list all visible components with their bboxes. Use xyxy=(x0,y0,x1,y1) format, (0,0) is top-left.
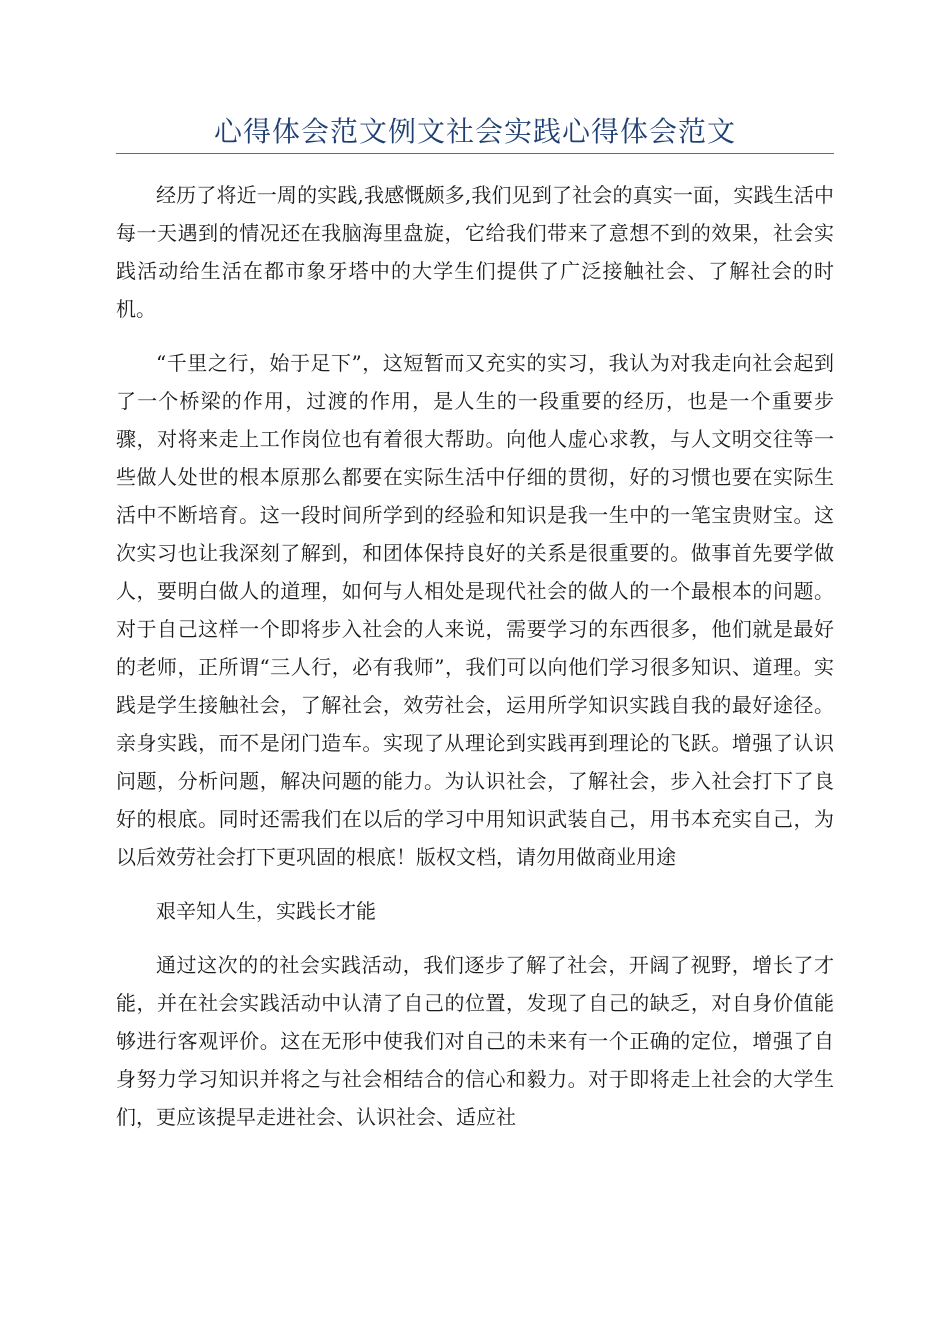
document-body xyxy=(116,176,834,1136)
paragraph-3-subheading: 艰辛知人生，实践长才能 xyxy=(156,899,376,923)
paragraph-1: 经历了将近一周的实践,我感慨颇多,我们见到了社会的真实一面，实践生活中每一天遇到的情况还在我脑海里盘旋，它给我们带来了意想不到的效果，社会实践活动给生活在都市象牙塔中的大学生们提供了广泛接触社会、了解社会的时机。 xyxy=(116,183,834,321)
document-title: 心得体会范文例文社会实践心得体会范文 xyxy=(213,115,736,148)
paragraph-2: “千里之行，始于足下”，这短暂而又充实的实习，我认为对我走向社会起到了一个桥梁的作用，过渡的作用，是人生的一段重要的经历，也是一个重要步骤，对将来走上工作岗位也有着很大帮助。向他人虚心求教，与人文明交往等一些做人处世的根本原那么都要在实际生活中仔细的贯彻，好的习惯也要在实际生活中不断培育。这一段时间所学到的经验和知识是我一生中的一笔宝贵财宝。这次实习也让我深刻了解到，和团体保持良好的关系是很重要的。做事首先要学做人，要明白做人的道理，如何与人相处是现代社会的做人的一个最根本的问题。对于自己这样一个即将步入社会的人来说，需要学习的东西很多，他们就是最好的老师，正所谓“三人行，必有我师”，我们可以向他们学习很多知识、道理。实践是学生接触社会，了解社会，效劳社会，运用所学知识实践自我的最好途径。亲身实践，而不是闭门造车。实现了从理论到实践再到理论的飞跃。增强了认识问题，分析问题，解决问题的能力。为认识社会，了解社会，步入社会打下了良好的根底。同时还需我们在以后的学习中用知识武装自己，用书本充实自己，为以后效劳社会打下更巩固的根底！版权文档，请勿用做商业用途 xyxy=(116,351,834,869)
paragraph-4: 通过这次的的社会实践活动，我们逐步了解了社会，开阔了视野，增长了才能，并在社会实践活动中认清了自己的位置，发现了自己的缺乏，对自身价值能够进行客观评价。这在无形中使我们对自己的未来有一个正确的定位，增强了自身努力学习知识并将之与社会相结合的信心和毅力。对于即将走上社会的大学生们，更应该提早走进社会、认识社会、适应社 xyxy=(116,953,834,1129)
title-underline xyxy=(116,153,834,154)
